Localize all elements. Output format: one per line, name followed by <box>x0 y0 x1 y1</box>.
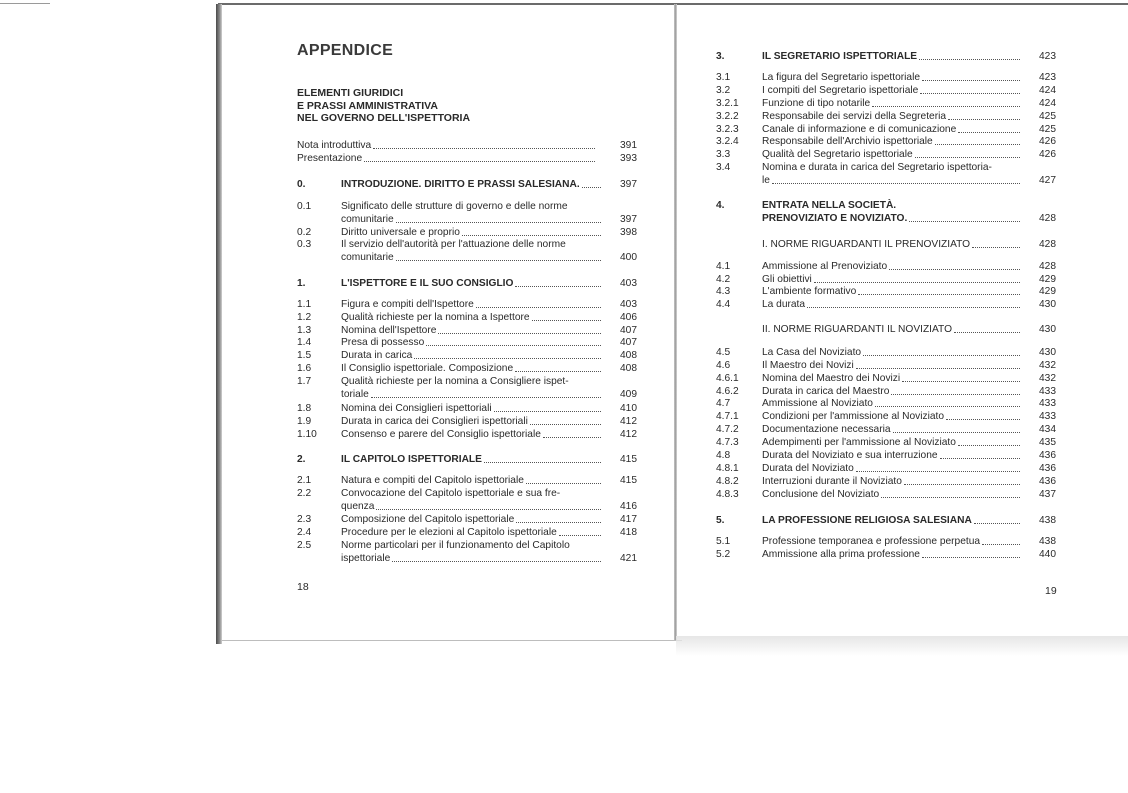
title-text: Durata del Noviziato e sua interruzione <box>762 450 938 461</box>
title-text: Funzione di tipo notarile <box>762 98 871 109</box>
title-text: Figura e compiti dell'Ispettore <box>341 299 474 310</box>
dot-leader <box>559 526 601 536</box>
page-reference: 436 <box>1039 463 1056 474</box>
section-title-line <box>341 200 603 213</box>
section-title-line <box>762 298 1022 311</box>
dot-leader <box>515 277 601 287</box>
section-number: 2.2 <box>297 488 312 499</box>
section-title-line <box>762 397 1022 410</box>
dot-leader <box>974 514 1020 524</box>
section-title-line <box>762 161 1022 174</box>
title-text: Ammissione al Noviziato <box>762 398 873 409</box>
section-number: 4.8.2 <box>716 476 739 487</box>
dot-leader <box>543 428 601 438</box>
section-number: 1.4 <box>297 337 312 348</box>
section-title-line <box>341 349 603 362</box>
page-reference: 400 <box>620 251 637 263</box>
dot-leader <box>920 84 1020 94</box>
page-reference: 426 <box>1039 149 1056 160</box>
title-text: La Casa del Noviziato <box>762 347 862 358</box>
dot-leader <box>872 97 1020 107</box>
page-reference: 416 <box>620 500 637 512</box>
intro-title: Nota introduttiva <box>297 140 372 151</box>
title-text: ispettoriale <box>341 552 391 564</box>
dot-leader <box>902 372 1020 382</box>
section-number: 0.1 <box>297 201 312 212</box>
page-reference: 430 <box>1039 347 1056 358</box>
section-number: 1.3 <box>297 325 312 336</box>
section-number: 1.7 <box>297 376 312 387</box>
page-reference: 408 <box>620 350 637 361</box>
title-text: Il servizio dell'autorità per l'attuazione delle norme <box>341 239 566 250</box>
title-text: Norme particolari per il funzionamento del Capitolo <box>341 540 570 551</box>
dot-leader <box>893 423 1020 433</box>
title-text: Ammissione alla prima professione <box>762 549 920 560</box>
page-reference: 412 <box>620 429 637 440</box>
title-text: Adempimenti per l'ammissione al Noviziato <box>762 437 956 448</box>
section-number: 5.2 <box>716 549 731 560</box>
section-title-line <box>762 410 1022 423</box>
dot-leader <box>889 260 1020 270</box>
section-title-line <box>341 539 603 552</box>
page-reference: 430 <box>1039 299 1056 310</box>
title-text: quenza <box>341 500 375 512</box>
section-title-line <box>762 110 1022 123</box>
section-title-line <box>341 251 603 264</box>
section-title-line <box>762 436 1022 449</box>
title-text: I. NORME RIGUARDANTI IL PRENOVIZIATO <box>762 239 971 250</box>
page-bottom-edge <box>222 640 682 641</box>
section-number: 4.1 <box>716 261 731 272</box>
section-title-line <box>341 178 603 191</box>
title-text: comunitarie <box>341 213 394 225</box>
page-reference: 436 <box>1039 450 1056 461</box>
page-reference: 432 <box>1039 373 1056 384</box>
dot-leader <box>530 415 601 425</box>
section-title-line <box>341 298 603 311</box>
section-title-line <box>341 487 603 500</box>
title-text: Significato delle strutture di governo e delle norme <box>341 201 568 212</box>
title-text: Procedure per le elezioni al Capitolo ispettoriale <box>341 527 557 538</box>
dot-leader <box>392 552 601 562</box>
dot-leader <box>396 251 601 261</box>
dot-leader <box>958 123 1020 133</box>
page-reference: 438 <box>1039 515 1056 526</box>
section-title-line <box>762 135 1022 148</box>
section-number: 4.7.1 <box>716 411 739 422</box>
title-text: le <box>762 174 770 186</box>
section-number: 1. <box>297 278 306 289</box>
section-title-line <box>762 212 1022 225</box>
section-title-line <box>762 535 1022 548</box>
section-number: 3.2 <box>716 85 731 96</box>
section-title-line <box>341 526 603 539</box>
title-text: Nomina del Maestro dei Novizi <box>762 373 901 384</box>
dot-leader <box>438 324 601 334</box>
title-text: Interruzioni durante il Noviziato <box>762 476 902 487</box>
heading-line: E PRASSI AMMINISTRATIVA <box>297 99 438 112</box>
page-reference: 415 <box>620 475 637 486</box>
section-number: 0. <box>297 179 306 190</box>
title-text: Qualità del Segretario ispettoriale <box>762 149 913 160</box>
section-number: 3.2.1 <box>716 98 739 109</box>
dot-leader <box>904 475 1020 485</box>
dot-leader <box>373 139 595 149</box>
title-text: LA PROFESSIONE RELIGIOSA SALESIANA <box>762 515 972 526</box>
title-text: Gli obiettivi <box>762 274 812 285</box>
section-title-line <box>341 513 603 526</box>
page-reference: 432 <box>1039 360 1056 371</box>
dot-leader <box>948 110 1020 120</box>
page-reference: 433 <box>1039 411 1056 422</box>
page-reference: 430 <box>1039 324 1056 335</box>
dot-leader <box>891 385 1020 395</box>
heading-line: NEL GOVERNO DELL'ISPETTORIA <box>297 112 471 124</box>
section-number: 2.3 <box>297 514 312 525</box>
title-text: Conclusione del Noviziato <box>762 489 880 500</box>
section-number: 1.9 <box>297 416 312 427</box>
section-number: 4. <box>716 200 725 211</box>
page-reference: 407 <box>620 337 637 348</box>
dot-leader <box>922 71 1020 81</box>
dot-leader <box>462 226 601 236</box>
intro-title: Presentazione <box>297 153 363 164</box>
section-number: 4.8.3 <box>716 489 739 500</box>
dot-leader <box>935 135 1020 145</box>
section-title-line <box>341 336 603 349</box>
dot-leader <box>414 349 601 359</box>
page-reference: 412 <box>620 416 637 427</box>
section-title-line <box>762 346 1022 359</box>
page-reference: 406 <box>620 312 637 323</box>
dot-leader <box>881 488 1020 498</box>
title-text: IL CAPITOLO ISPETTORIALE <box>341 454 482 465</box>
scan-edge <box>0 3 50 4</box>
section-title-line <box>762 359 1022 372</box>
title-text: Composizione del Capitolo ispettoriale <box>341 514 515 525</box>
section-number: 3. <box>716 51 725 62</box>
section-number: 3.2.4 <box>716 136 739 147</box>
section-number: 4.4 <box>716 299 731 310</box>
page-reference: 397 <box>620 179 637 190</box>
page-reference: 423 <box>1039 51 1056 62</box>
section-number: 0.2 <box>297 227 312 238</box>
page-reference: 410 <box>620 403 637 414</box>
section-number: 3.4 <box>716 162 731 173</box>
page-reference: 398 <box>620 227 637 238</box>
section-number: 4.7 <box>716 398 731 409</box>
dot-leader <box>526 474 601 484</box>
page-reference: 417 <box>620 514 637 525</box>
dot-leader <box>532 311 601 321</box>
section-number: 4.7.3 <box>716 437 739 448</box>
section-number: 5. <box>716 515 725 526</box>
title-text: Diritto universale e proprio <box>341 227 460 238</box>
title-text: Durata del Noviziato <box>762 463 854 474</box>
section-number: 1.6 <box>297 363 312 374</box>
section-number: 4.6.1 <box>716 373 739 384</box>
title-text: Qualità richieste per la nomina a Ispettore <box>341 312 530 323</box>
section-number: 2.4 <box>297 527 312 538</box>
page-number-left: 18 <box>297 581 309 593</box>
dot-leader <box>476 298 601 308</box>
section-title-line <box>762 260 1022 273</box>
section-title-line <box>341 238 603 251</box>
dot-leader <box>858 285 1020 295</box>
dot-leader <box>875 397 1020 407</box>
dot-leader <box>863 346 1020 356</box>
section-title-line <box>762 449 1022 462</box>
dot-leader <box>972 238 1020 248</box>
title-text: Qualità richieste per la nomina a Consigliere ispet- <box>341 376 569 387</box>
dot-leader <box>922 548 1020 558</box>
title-text: Presa di possesso <box>341 337 425 348</box>
section-number: 3.2.3 <box>716 124 739 135</box>
page-reference: 393 <box>620 153 637 164</box>
page-reference: 429 <box>1039 274 1056 285</box>
dot-leader <box>371 388 601 398</box>
title-text: Il Consiglio ispettoriale. Composizione <box>341 363 514 374</box>
dot-leader <box>919 50 1020 60</box>
section-title-line <box>341 500 603 513</box>
dot-leader <box>909 212 1020 222</box>
dot-leader <box>940 449 1020 459</box>
section-title-line <box>341 428 603 441</box>
section-number: 3.1 <box>716 72 731 83</box>
section-title-line <box>762 84 1022 97</box>
title-text: La figura del Segretario ispettoriale <box>762 72 921 83</box>
title-text: L'ambiente formativo <box>762 286 857 297</box>
intro-line <box>297 152 597 165</box>
page-reference: 423 <box>1039 72 1056 83</box>
section-number: 4.8.1 <box>716 463 739 474</box>
dot-leader <box>396 213 601 223</box>
dot-leader <box>376 500 601 510</box>
section-number: 2.1 <box>297 475 312 486</box>
section-number: 2. <box>297 454 306 465</box>
title-text: Professione temporanea e professione perpetua <box>762 536 981 547</box>
section-title-line <box>762 71 1022 84</box>
title-text: Convocazione del Capitolo ispettoriale e sua fre- <box>341 488 561 499</box>
page-reference: 438 <box>1039 536 1056 547</box>
dot-leader <box>856 462 1020 472</box>
title-text: Natura e compiti del Capitolo ispettoriale <box>341 475 524 486</box>
section-number: 1.1 <box>297 299 312 310</box>
dot-leader <box>364 152 595 162</box>
page-reference: 433 <box>1039 398 1056 409</box>
intro-line <box>297 139 597 152</box>
section-title-line <box>341 277 603 290</box>
dot-leader <box>915 148 1020 158</box>
section-number: 1.2 <box>297 312 312 323</box>
title-text: Durata in carica dei Consiglieri ispettoriali <box>341 416 528 427</box>
section-title-line <box>762 488 1022 501</box>
section-number: 1.5 <box>297 350 312 361</box>
dot-leader <box>772 174 1020 184</box>
section-number: 4.5 <box>716 347 731 358</box>
page-reference: 425 <box>1039 124 1056 135</box>
title-text: Durata in carica del Maestro <box>762 386 890 397</box>
dot-leader <box>982 535 1020 545</box>
title-text: Nomina dei Consiglieri ispettoriali <box>341 403 492 414</box>
dot-leader <box>515 362 601 372</box>
dot-leader <box>954 323 1020 333</box>
dot-leader <box>958 436 1020 446</box>
section-number: 3.3 <box>716 149 731 160</box>
title-text: Durata in carica <box>341 350 413 361</box>
page-reference: 437 <box>1039 489 1056 500</box>
title-text: Nomina e durata in carica del Segretario ispettoria- <box>762 162 992 173</box>
page-reference: 424 <box>1039 98 1056 109</box>
dot-leader <box>516 513 601 523</box>
page-reference: 435 <box>1039 437 1056 448</box>
title-text: Documentazione necessaria <box>762 424 891 435</box>
section-number: 1.8 <box>297 403 312 414</box>
section-number: 3.2.2 <box>716 111 739 122</box>
section-number: 4.6 <box>716 360 731 371</box>
title-text: Responsabile dell'Archivio ispettoriale <box>762 136 933 147</box>
dot-leader <box>426 336 601 346</box>
section-title-line <box>762 475 1022 488</box>
page-reference: 391 <box>620 140 637 151</box>
page-reference: 397 <box>620 213 637 225</box>
title-text: PRENOVIZIATO E NOVIZIATO. <box>762 212 908 224</box>
page-reference: 418 <box>620 527 637 538</box>
dot-leader <box>582 178 601 188</box>
title-text: comunitarie <box>341 251 394 263</box>
section-title-line <box>341 375 603 388</box>
section-title-line <box>341 402 603 415</box>
title-text: Condizioni per l'ammissione al Noviziato <box>762 411 945 422</box>
title-text: IL SEGRETARIO ISPETTORIALE <box>762 51 918 62</box>
title-text: Responsabile dei servizi della Segreteria <box>762 111 947 122</box>
section-number: 5.1 <box>716 536 731 547</box>
section-number: 2.5 <box>297 540 312 551</box>
section-title-line <box>341 415 603 428</box>
section-title-line <box>341 474 603 487</box>
section-number: 4.8 <box>716 450 731 461</box>
section-number: 1.10 <box>297 429 317 440</box>
dot-leader <box>814 273 1020 283</box>
title-text: II. NORME RIGUARDANTI IL NOVIZIATO <box>762 324 952 335</box>
section-title-line <box>341 311 603 324</box>
section-title-line <box>341 362 603 375</box>
title-text: INTRODUZIONE. DIRITTO E PRASSI SALESIANA. <box>341 179 580 190</box>
page-reference: 436 <box>1039 476 1056 487</box>
page-reference: 424 <box>1039 85 1056 96</box>
dot-leader <box>807 298 1020 308</box>
section-number: 4.7.2 <box>716 424 739 435</box>
page-reference: 428 <box>1039 212 1056 224</box>
section-title-line <box>341 453 603 466</box>
section-number: 4.2 <box>716 274 731 285</box>
section-title-line <box>341 213 603 226</box>
dot-leader <box>484 453 601 463</box>
page-reference: 408 <box>620 363 637 374</box>
section-title-line <box>341 552 603 565</box>
section-title-line <box>762 372 1022 385</box>
title-text: La durata <box>762 299 806 310</box>
dot-leader <box>856 359 1020 369</box>
section-title-line <box>762 174 1022 187</box>
section-title-line <box>762 323 1022 336</box>
page-reference: 425 <box>1039 111 1056 122</box>
title-text: Il Maestro dei Novizi <box>762 360 854 371</box>
dot-leader <box>946 410 1020 420</box>
section-title-line <box>762 462 1022 475</box>
page-reference: 409 <box>620 388 637 400</box>
title-text: Ammissione al Prenoviziato <box>762 261 888 272</box>
section-heading <box>297 87 470 125</box>
page-reference: 428 <box>1039 261 1056 272</box>
title-text: I compiti del Segretario ispettoriale <box>762 85 919 96</box>
page-number-right: 19 <box>1045 585 1057 597</box>
page-reference: 433 <box>1039 386 1056 397</box>
section-title-line <box>762 285 1022 298</box>
page-reference: 403 <box>620 278 637 289</box>
page-reference: 440 <box>1039 549 1056 560</box>
section-title-line <box>762 199 1022 212</box>
section-title-line <box>762 548 1022 561</box>
section-title-line <box>762 238 1022 251</box>
title-text: toriale <box>341 388 369 400</box>
section-number: 4.3 <box>716 286 731 297</box>
section-title-line <box>762 50 1022 63</box>
section-title-line <box>762 97 1022 110</box>
title-text: Consenso e parere del Consiglio ispettoriale <box>341 429 541 440</box>
section-number: 0.3 <box>297 239 312 250</box>
page-reference: 407 <box>620 325 637 336</box>
title-text: L'ISPETTORE E IL SUO CONSIGLIO <box>341 278 514 289</box>
page-reference: 415 <box>620 454 637 465</box>
section-title-line <box>762 148 1022 161</box>
page-reference: 426 <box>1039 136 1056 147</box>
section-title-line <box>341 388 603 401</box>
page-reference: 427 <box>1039 174 1056 186</box>
section-title-line <box>762 514 1022 527</box>
page-reference: 421 <box>620 552 637 564</box>
title-text: ENTRATA NELLA SOCIETÀ. <box>762 200 897 211</box>
dot-leader <box>494 402 601 412</box>
title-text: Canale di informazione e di comunicazione <box>762 124 957 135</box>
page-reference: 428 <box>1039 239 1056 250</box>
section-title-line <box>762 423 1022 436</box>
heading-line: ELEMENTI GIURIDICI <box>297 87 404 99</box>
page-reference: 403 <box>620 299 637 310</box>
page-reference: 429 <box>1039 286 1056 297</box>
appendix-title: APPENDICE <box>297 42 394 59</box>
page-reference: 434 <box>1039 424 1056 435</box>
title-text: Nomina dell'Ispettore <box>341 325 437 336</box>
section-number: 4.6.2 <box>716 386 739 397</box>
